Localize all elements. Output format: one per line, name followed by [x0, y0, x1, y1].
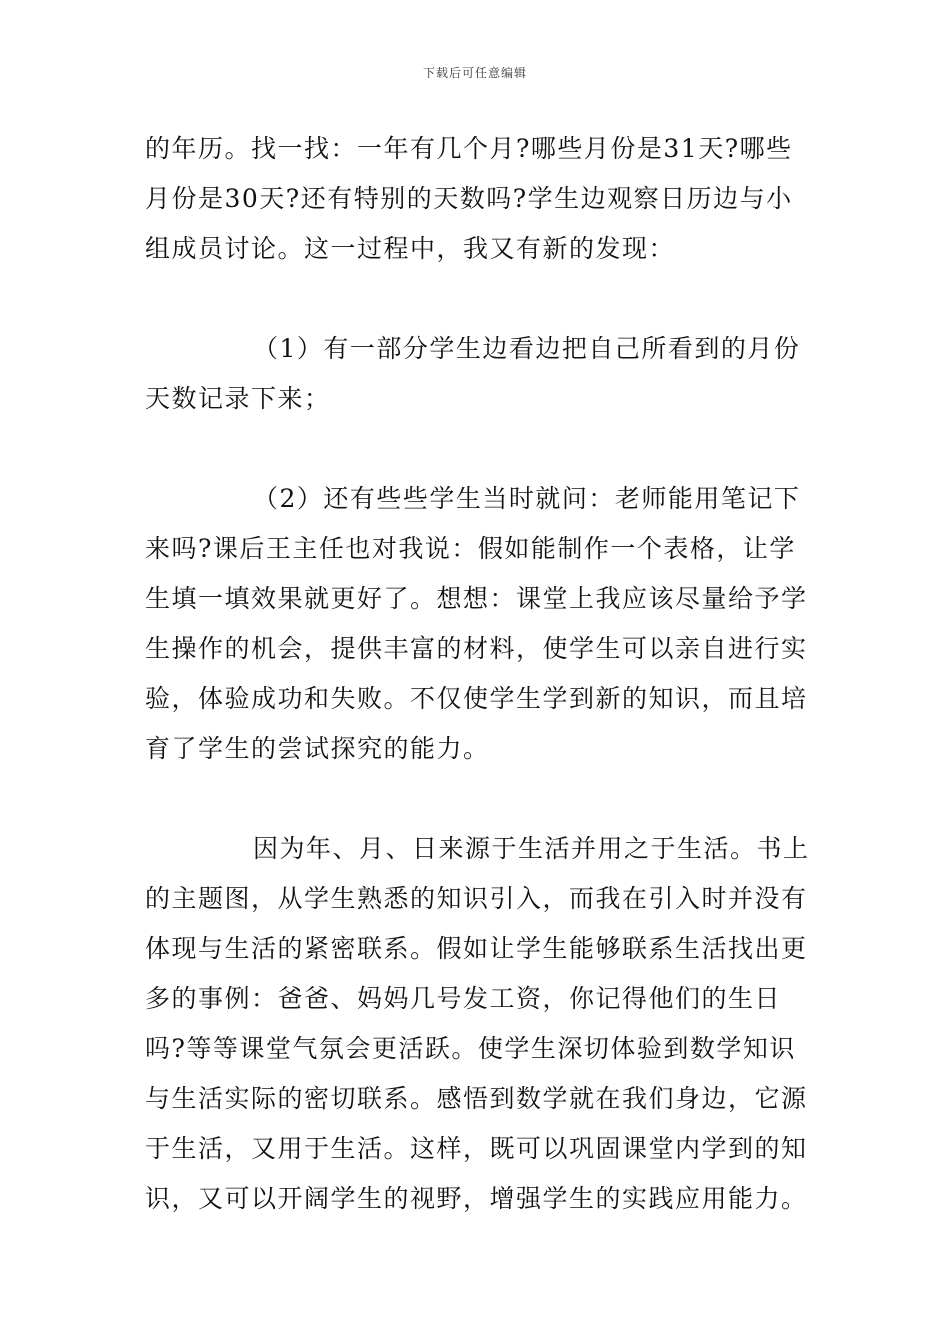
- paragraph-spacer: [145, 274, 810, 324]
- paragraph-calendar-observation: 的年历。找一找：一年有几个月?哪些月份是31天?哪些月份是30天?还有特别的天数吗?学生边观察日历边与小组成员讨论。这一过程中，我又有新的发现：: [145, 134, 793, 263]
- paragraph-point-1: （1）有一部分学生边看边把自己所看到的月份天数记录下来；: [145, 334, 801, 413]
- paragraph-spacer: [145, 774, 810, 824]
- page-header: 下载后可任意编辑: [422, 66, 527, 80]
- paragraph-life-connection: 因为年、月、日来源于生活并用之于生活。书上的主题图，从学生熟悉的知识引入，而我在引入时并没有体现与生活的紧密联系。假如让学生能够联系生活找出更多的事例：爸爸、妈妈几号发工资，你记得他们的生日吗?等等课堂气氛会更活跃。使学生深切体验到数学知识与生活实际的密切联系。感悟到数学就在我们身边，它源于生活，又用于生活。这样，既可以巩固课堂内学到的知识，又可以开阔学生的视野，增强学生的实践应用能力。: [145, 834, 810, 1213]
- paragraph-spacer: [145, 424, 810, 474]
- paragraph-point-2: （2）还有些些学生当时就问：老师能用笔记下来吗?课后王主任也对我说：假如能制作一个表格，让学生填一填效果就更好了。想想：课堂上我应该尽量给予学生操作的机会，提供丰富的材料，使学生可以亲自进行实验，体验成功和失败。不仅使学生学到新的知识，而且培育了学生的尝试探究的能力。: [145, 484, 808, 763]
- document-body: [145, 124, 810, 1224]
